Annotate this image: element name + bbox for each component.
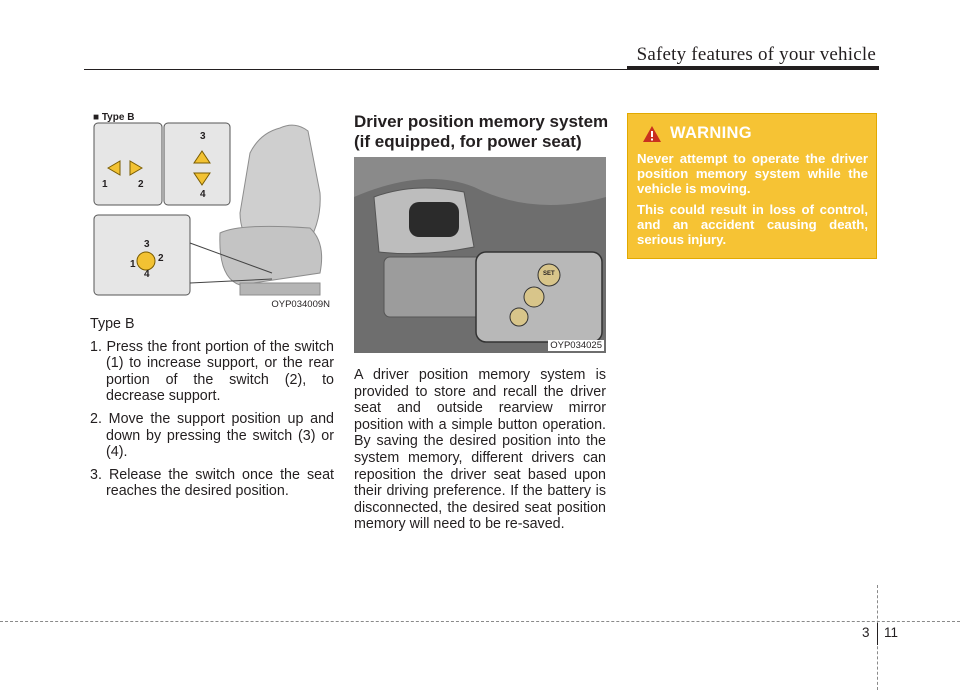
type-heading: Type B (90, 316, 135, 332)
callout-2b: 2 (158, 253, 164, 264)
callout-3: 3 (200, 131, 206, 142)
callout-4b: 4 (144, 269, 150, 280)
figure-code: OYP034009N (271, 299, 330, 310)
warning-paragraph-1: Never attempt to operate the driver position memory system while the vehicle is moving. (637, 151, 868, 197)
figure-type-label: ■ Type B (93, 112, 135, 123)
step-2: 2. Move the support position up and down by pressing the switch (3) or (4). (90, 410, 334, 461)
warning-paragraph-2: This could result in loss of control, and an accident causing death, serious injury. (637, 201, 868, 248)
seat-lumbar-figure (90, 113, 332, 309)
warning-triangle-icon (642, 125, 662, 143)
step-1: 1. Press the front portion of the switch (1) to increase support, or the rear portion of the switch (2), to decrease support. (90, 338, 334, 405)
warning-box (627, 113, 877, 259)
warning-text (637, 151, 868, 252)
callout-4: 4 (200, 189, 206, 200)
page-number-separator (877, 623, 878, 645)
step-3: 3. Release the switch once the seat reaches the desired position. (90, 466, 334, 500)
callout-1: 1 (102, 179, 108, 190)
callout-1b: 1 (130, 259, 136, 270)
warning-title: WARNING (670, 124, 752, 142)
warning-header (642, 124, 752, 143)
memory-system-title: Driver position memory system (if equipped, for power seat) (354, 112, 609, 151)
footer-dashed-rule (0, 621, 960, 622)
page-number: 11 (884, 625, 899, 640)
callout-2: 2 (138, 179, 144, 190)
left-column-text (90, 316, 334, 506)
section-header-title: Safety features of your vehicle (636, 44, 876, 65)
door-panel-illustration (354, 157, 606, 353)
callout-3b: 3 (144, 239, 150, 250)
door-panel-figure (354, 157, 606, 353)
memory-system-body: A driver position memory system is provided to store and recall the driver seat and outside rearview mirror position with a simple button operation. By saving the desired position into the system memory, different drivers can reposition the driver seat based upon their driving preference. If the battery is disconnected, the desired seat position memory will need to be re-saved. (354, 367, 606, 533)
figure-code-memory: OYP034025 (550, 340, 602, 351)
header-accent-bar (627, 66, 879, 70)
seat-illustration (90, 113, 332, 309)
chapter-number: 3 (862, 625, 870, 640)
set-button-label: SET (543, 271, 555, 277)
